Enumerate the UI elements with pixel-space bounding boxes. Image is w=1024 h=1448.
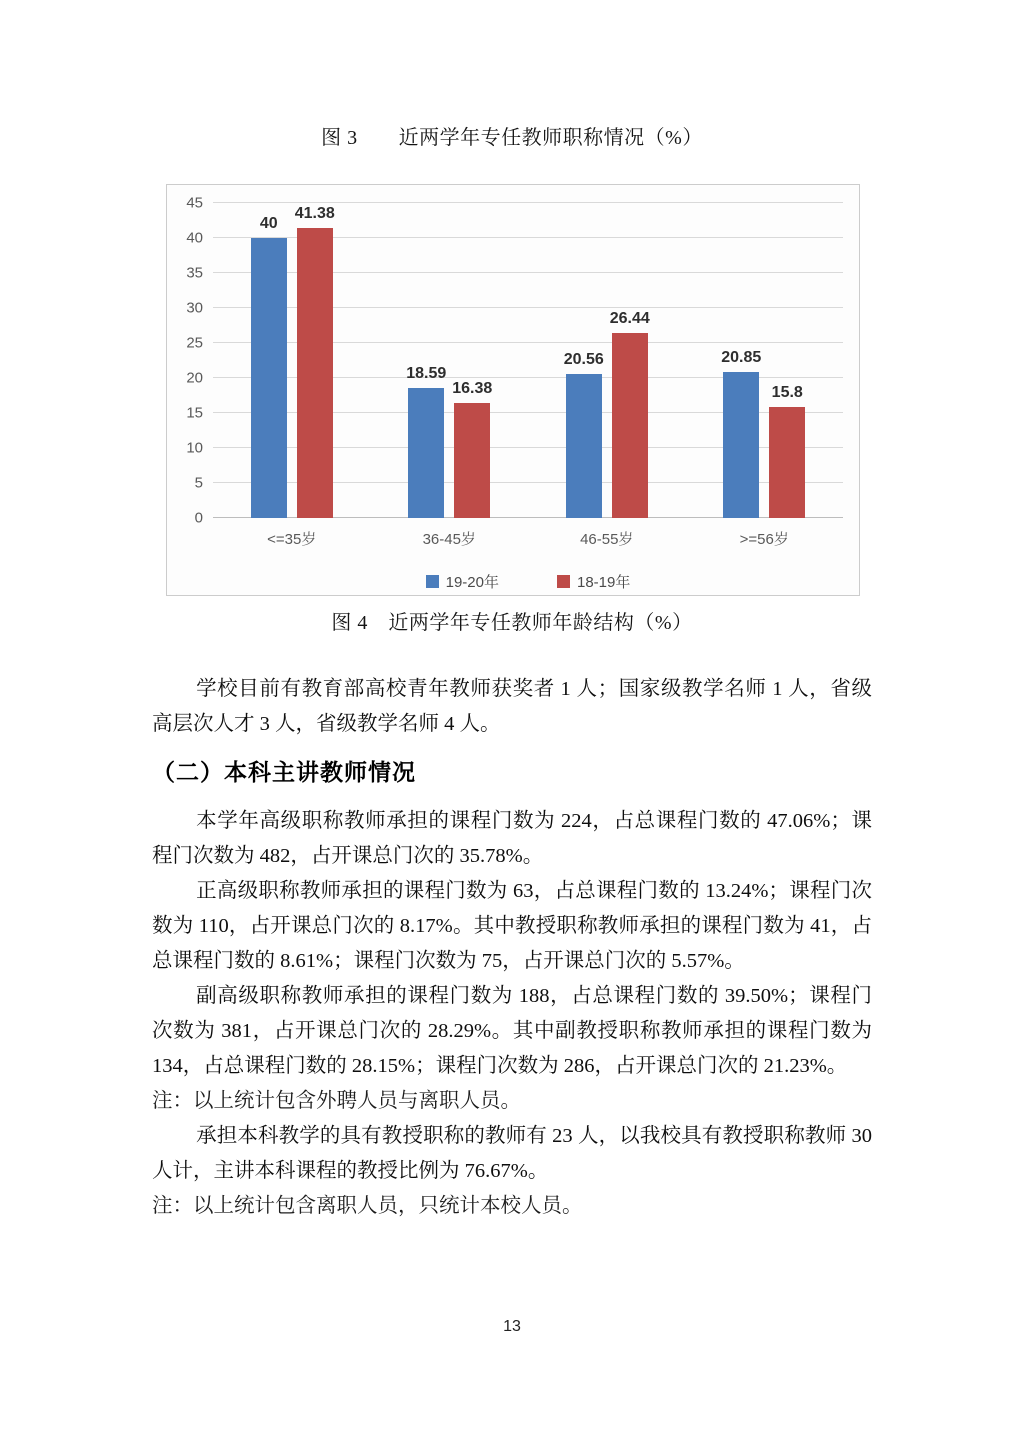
y-axis-tick-label: 20 xyxy=(186,369,203,387)
legend-label: 18-19年 xyxy=(577,574,631,591)
legend-item-18-19年 xyxy=(557,571,630,592)
bar-data-label: 18.59 xyxy=(406,364,447,382)
chart-plot-area xyxy=(213,203,843,518)
bar-19-20年-<=35岁 xyxy=(251,215,287,518)
bar-19-20年-46-55岁 xyxy=(563,351,604,518)
paragraph-associate-senior: 副高级职称教师承担的课程门数为 188，占总课程门数的 39.50%；课程门次数为 381，占开课总门次的 28.29%。其中副教授职称教师承担的课程门数为 134，占总课程门数的 28.15%；课程门次数为 286，占开课总门次的 21.23%。 xyxy=(152,985,872,1077)
paragraph-awards: 学校目前有教育部高校青年教师获奖者 1 人；国家级教学名师 1 人，省级高层次人才 3 人，省级教学名师 4 人。 xyxy=(152,678,872,735)
y-axis-tick-label: 40 xyxy=(186,229,203,247)
y-axis-tick-label: 15 xyxy=(186,404,203,422)
bar-18-19年->=56岁 xyxy=(769,384,805,518)
bar-group xyxy=(371,203,529,518)
figure4-caption: 图 4 近两学年专任教师年龄结构（%） xyxy=(331,612,693,634)
paragraph-full-senior: 正高级职称教师承担的课程门数为 63，占总课程门数的 13.24%；课程门次数为 110，占开课总门次的 8.17%。其中教授职称教师承担的课程门数为 41，占总课程门数的 8.61%；课程门次数为 75，占开课总门次的 5.57%。 xyxy=(152,880,872,972)
y-axis-tick-label: 10 xyxy=(186,439,203,457)
chart-y-axis xyxy=(177,194,213,527)
bar-19-20年-36-45岁 xyxy=(406,364,447,518)
bar-data-label: 40 xyxy=(259,215,278,232)
y-axis-tick-label: 5 xyxy=(194,474,203,492)
bar-18-19年-46-55岁 xyxy=(609,309,650,518)
page-number: 13 xyxy=(503,1318,521,1335)
legend-swatch-icon xyxy=(557,575,570,588)
figure4-chart xyxy=(166,184,860,596)
chart-inner xyxy=(177,194,843,592)
legend-item-19-20年 xyxy=(426,571,499,592)
y-axis-tick-label: 25 xyxy=(186,334,203,352)
y-axis-tick-label: 0 xyxy=(194,509,203,527)
section-heading: （二）本科主讲教师情况 xyxy=(152,759,416,785)
y-axis-tick-label: 35 xyxy=(186,264,203,282)
bar-data-label: 26.44 xyxy=(609,309,650,327)
bar-19-20年->=56岁 xyxy=(721,349,762,518)
bar-group xyxy=(528,203,686,518)
chart-plot-row xyxy=(177,194,843,527)
body-text xyxy=(152,672,872,1224)
bar-data-label: 20.85 xyxy=(721,349,762,367)
x-axis-category-label: 36-45岁 xyxy=(422,531,476,548)
x-axis-category-label: >=56岁 xyxy=(739,531,789,548)
y-axis-tick-label: 45 xyxy=(186,194,203,212)
bar-data-label: 41.38 xyxy=(294,205,335,223)
paragraph-professor-ratio: 承担本科教学的具有教授职称的教师有 23 人，以我校具有教授职称教师 30 人计，主讲本科课程的教授比例为 76.67%。 xyxy=(152,1125,872,1182)
x-axis-category-label: 46-55岁 xyxy=(580,531,634,548)
note-external-staff: 注：以上统计包含外聘人员与离职人员。 xyxy=(152,1090,521,1112)
bar-group xyxy=(213,203,371,518)
legend-swatch-icon xyxy=(426,575,439,588)
figure3-caption: 图 3 近两学年专任教师职称情况（%） xyxy=(321,127,703,149)
bar-18-19年-<=35岁 xyxy=(294,205,335,518)
bar-data-label: 20.56 xyxy=(563,351,604,369)
chart-x-axis xyxy=(213,528,843,549)
y-axis-tick-label: 30 xyxy=(186,299,203,317)
note-resigned-staff: 注：以上统计包含离职人员，只统计本校人员。 xyxy=(152,1195,583,1217)
bar-18-19年-36-45岁 xyxy=(452,380,493,518)
legend-label: 19-20年 xyxy=(445,574,499,591)
x-axis-category-label: <=35岁 xyxy=(267,531,317,548)
bar-data-label: 16.38 xyxy=(452,380,493,398)
bar-group xyxy=(686,203,844,518)
chart-legend xyxy=(213,571,843,592)
bar-data-label: 15.8 xyxy=(771,384,803,402)
chart-bar-groups xyxy=(213,203,843,518)
paragraph-senior-total: 本学年高级职称教师承担的课程门数为 224，占总课程门数的 47.06%；课程门次数为 482，占开课总门次的 35.78%。 xyxy=(152,810,872,867)
